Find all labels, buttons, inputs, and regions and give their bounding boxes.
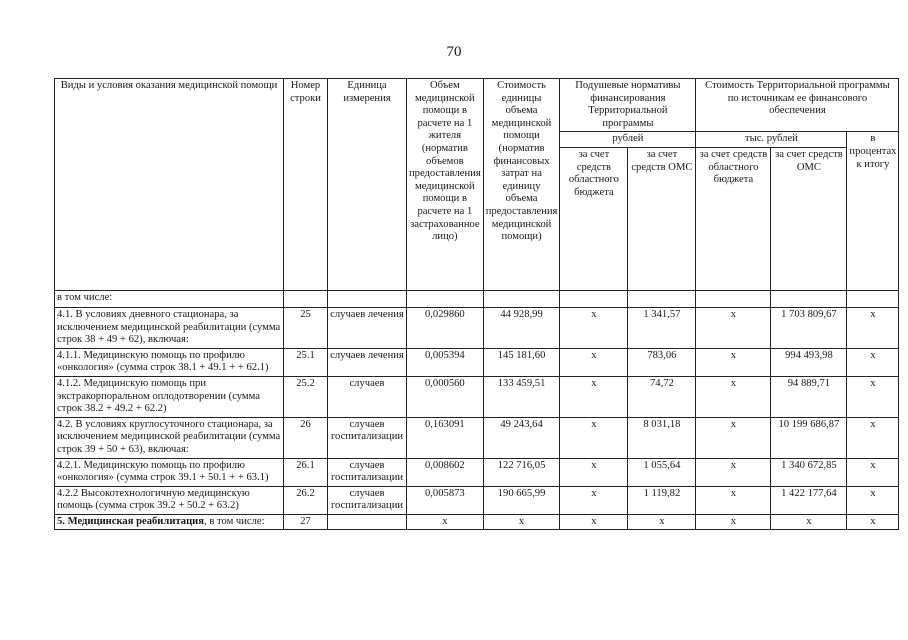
row-tp-oms: 1 422 177,64 — [771, 486, 847, 514]
row-name-rest: , в том числе: — [204, 515, 265, 527]
row-name: 4.1.1. Медицинскую помощь по профилю «онкология» (сумма строк 38.1 + 49.1 + + 62.1) — [55, 348, 284, 376]
row-unit: случаев госпитализации — [328, 486, 407, 514]
row-volume: 0,163091 — [407, 417, 484, 458]
table-row — [55, 486, 899, 514]
header-cost: Стоимость единицы объема медицинской помощи (норматив финансовых затрат на единицу объема предоставления медицинской помощи) — [483, 79, 560, 291]
row-number: 26.1 — [284, 458, 328, 486]
row-unit: случаев госпитализации — [328, 458, 407, 486]
row-tp-budget: x — [696, 514, 771, 530]
row-percent: x — [847, 458, 899, 486]
row-number: 27 — [284, 514, 328, 530]
header-percent: в процентах к итогу — [847, 132, 899, 291]
row-tp-budget: x — [696, 307, 771, 348]
row-unit: случаев — [328, 376, 407, 417]
row-pc-oms: 1 341,57 — [628, 307, 696, 348]
row-cost: 44 928,99 — [483, 307, 560, 348]
row-tp-oms: x — [771, 514, 847, 530]
row-cost: 145 181,60 — [483, 348, 560, 376]
row-tp-oms: 94 889,71 — [771, 376, 847, 417]
row-tp-oms: 10 199 686,87 — [771, 417, 847, 458]
row-number: 26.2 — [284, 486, 328, 514]
row-tp-budget: x — [696, 486, 771, 514]
row-pc-budget: x — [560, 514, 628, 530]
row-unit: случаев госпитализации — [328, 417, 407, 458]
header-unit-thousand-rub: тыс. рублей — [696, 132, 847, 148]
row-percent: x — [847, 417, 899, 458]
row-tp-budget: x — [696, 348, 771, 376]
row-percent: x — [847, 486, 899, 514]
header-row-1 — [55, 79, 899, 132]
row-pc-budget: x — [560, 348, 628, 376]
table-row — [55, 376, 899, 417]
row-name: 4.2.1. Медицинскую помощь по профилю «онкология» (сумма строк 39.1 + 50.1 + + 63.1) — [55, 458, 284, 486]
row-cost: x — [483, 514, 560, 530]
row-number: 25.2 — [284, 376, 328, 417]
row-unit: случаев лечения — [328, 307, 407, 348]
row-volume: 0,005394 — [407, 348, 484, 376]
row-volume: 0,008602 — [407, 458, 484, 486]
row-tp-oms: 1 340 672,85 — [771, 458, 847, 486]
row-name: 4.2. В условиях круглосуточного стационара, за исключением медицинской реабилитации (сумма строк 39 + 50 + 63), включая: — [55, 417, 284, 458]
header-type: Виды и условия оказания медицинской помощи — [55, 79, 284, 291]
row-pc-budget: x — [560, 486, 628, 514]
row-percent: x — [847, 514, 899, 530]
row-volume: 0,005873 — [407, 486, 484, 514]
row-cost: 49 243,64 — [483, 417, 560, 458]
row-pc-oms: 1 055,64 — [628, 458, 696, 486]
row-name: 4.1.2. Медицинскую помощь при экстракорпоральном оплодотворении (сумма строк 38.2 + 49.2 + 62.2) — [55, 376, 284, 417]
row-pc-budget: x — [560, 458, 628, 486]
page-number: 70 — [446, 44, 462, 60]
header-unit-rub: рублей — [560, 132, 696, 148]
row-volume: 0,029860 — [407, 307, 484, 348]
row-tp-budget: x — [696, 376, 771, 417]
row-volume: 0,000560 — [407, 376, 484, 417]
row-name: 4.1. В условиях дневного стационара, за исключением медицинской реабилитации (сумма строк 38 + 49 + 62), включая: — [55, 307, 284, 348]
table-row — [55, 307, 899, 348]
including-row — [55, 290, 899, 307]
row-number: 25 — [284, 307, 328, 348]
row-number: 25.1 — [284, 348, 328, 376]
table-row — [55, 348, 899, 376]
row-pc-oms: 74,72 — [628, 376, 696, 417]
row-pc-oms: 783,06 — [628, 348, 696, 376]
row-pc-oms: 1 119,82 — [628, 486, 696, 514]
table-row — [55, 458, 899, 486]
header-row-number: Номер строки — [284, 79, 328, 291]
header-pc-oms: за счет средств ОМС — [628, 147, 696, 290]
row-pc-budget: x — [560, 376, 628, 417]
including-label: в том числе: — [55, 290, 284, 307]
row-pc-oms: 8 031,18 — [628, 417, 696, 458]
row-cost: 122 716,05 — [483, 458, 560, 486]
row-name — [55, 514, 284, 530]
row-name: 4.2.2 Высокотехнологичную медицинскую помощь (сумма строк 39.2 + 50.2 + 63.2) — [55, 486, 284, 514]
header-unit: Единица измерения — [328, 79, 407, 291]
table-row-rehabilitation — [55, 514, 899, 530]
row-cost: 190 665,99 — [483, 486, 560, 514]
row-tp-oms: 994 493,98 — [771, 348, 847, 376]
header-pc-budget: за счет средств областного бюджета — [560, 147, 628, 290]
row-cost: 133 459,51 — [483, 376, 560, 417]
header-volume: Объем медицинской помощи в расчете на 1 жителя (норматив объемов предоставления медицинской помощи в расчете на 1 застрахованное лицо) — [407, 79, 484, 291]
table-row — [55, 417, 899, 458]
row-pc-oms: x — [628, 514, 696, 530]
header-tp-budget: за счет средств областного бюджета — [696, 147, 771, 290]
row-percent: x — [847, 348, 899, 376]
header-per-capita: Подушевые нормативы финансирования Территориальной программы — [560, 79, 696, 132]
row-volume: x — [407, 514, 484, 530]
header-tp-oms: за счет средств ОМС — [771, 147, 847, 290]
row-unit — [328, 514, 407, 530]
header-program-cost: Стоимость Территориальной программы по источникам ее финансового обеспечения — [696, 79, 899, 132]
row-tp-oms: 1 703 809,67 — [771, 307, 847, 348]
row-percent: x — [847, 376, 899, 417]
row-unit: случаев лечения — [328, 348, 407, 376]
row-number: 26 — [284, 417, 328, 458]
row-tp-budget: x — [696, 458, 771, 486]
financing-table — [54, 78, 899, 530]
row-percent: x — [847, 307, 899, 348]
row-name-bold: 5. Медицинская реабилитация — [57, 515, 205, 527]
row-pc-budget: x — [560, 307, 628, 348]
row-tp-budget: x — [696, 417, 771, 458]
row-pc-budget: x — [560, 417, 628, 458]
